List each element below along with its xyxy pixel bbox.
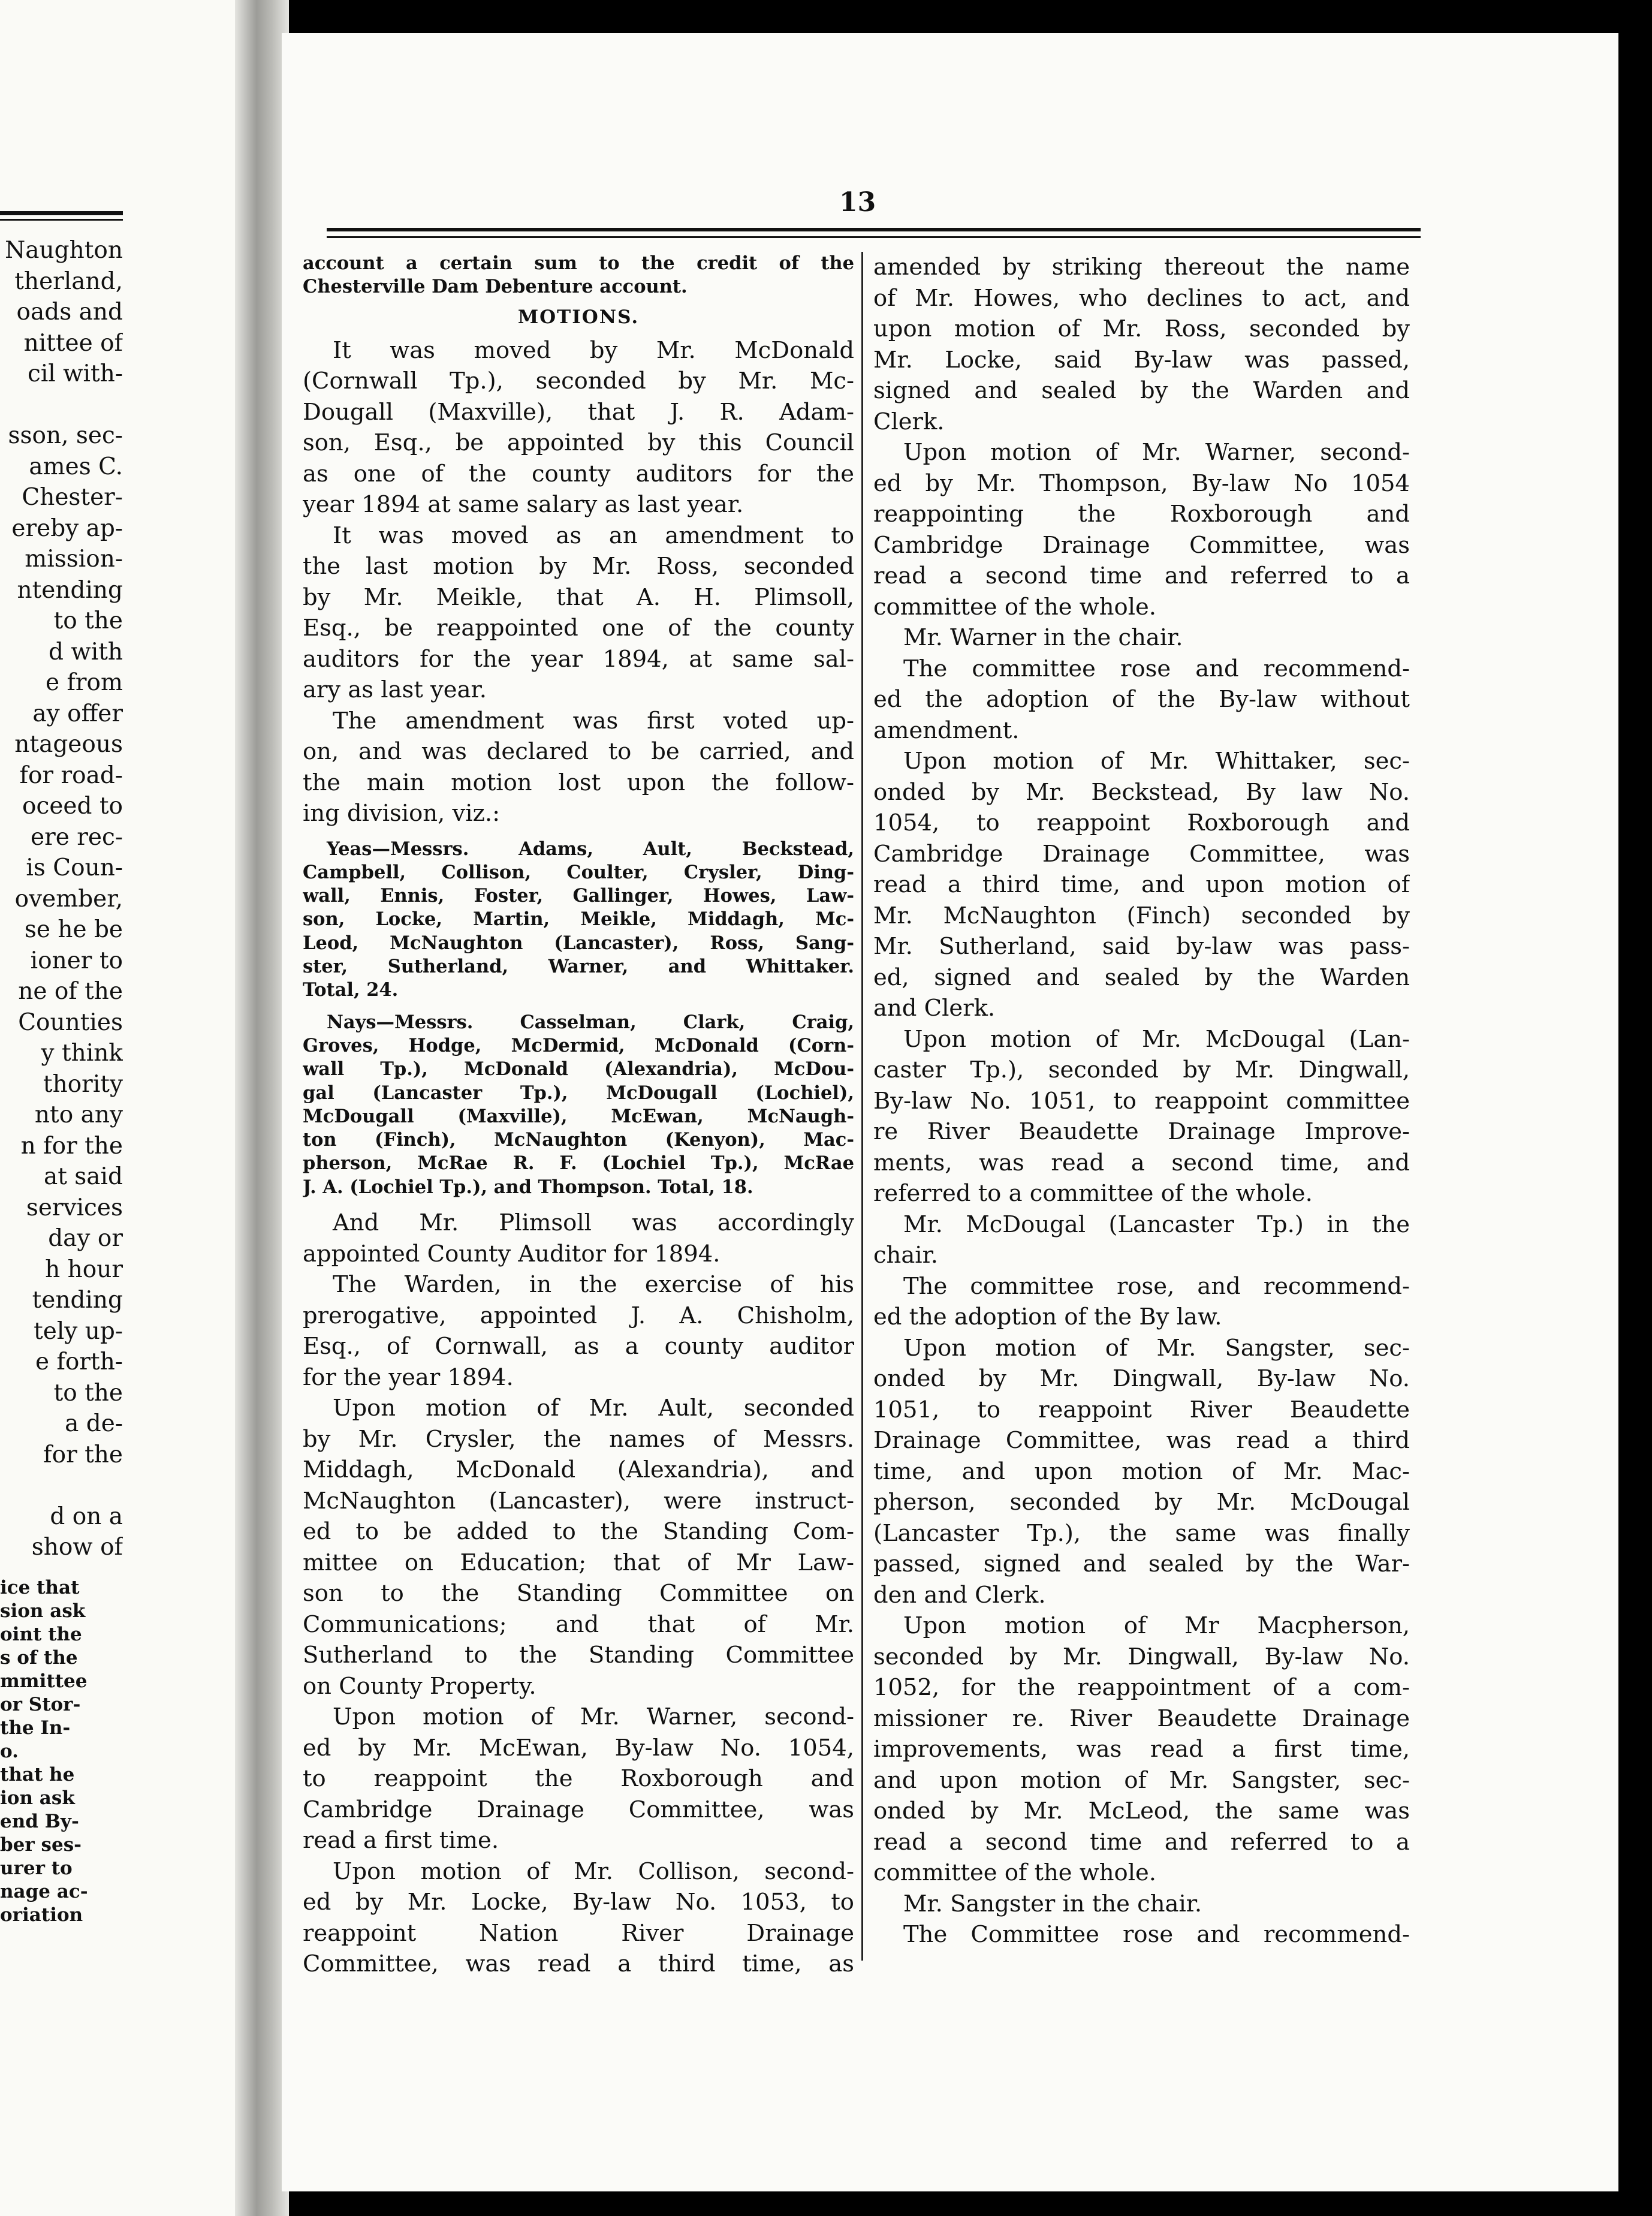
text-line: Upon motion of Mr. Sangster, sec- (903, 1334, 1410, 1362)
fragment-line: show of (31, 1534, 123, 1561)
text-line: den and Clerk. (873, 1581, 1046, 1609)
text-line: mittee on Education; that of Mr Law- (303, 1549, 854, 1576)
text-line: The amendment was first voted up- (333, 707, 854, 734)
fragment-line (0, 390, 123, 421)
fragment-line: n for the (20, 1132, 123, 1160)
text-line: son, Locke, Martin, Meikle, Middagh, Mc- (303, 908, 854, 931)
text-line: Cambridge Drainage Committee, was (873, 531, 1410, 559)
paragraph (873, 654, 1410, 746)
text-line: on, and was declared to be carried, and (303, 738, 854, 766)
text-line: Mr. McNaughton (Finch) seconded by (873, 902, 1410, 929)
text-line: Upon motion of Mr. Whittaker, sec- (903, 748, 1410, 775)
text-line: onded by Mr. Beckstead, By law No. (873, 778, 1410, 806)
page-number: 13 (839, 187, 876, 218)
text-line: by Mr. Meikle, that A. H. Plimsoll, (303, 583, 854, 611)
intro-text (303, 252, 854, 299)
fragment-small-line: oriation (0, 1904, 83, 1926)
fragment-small-line: that he (0, 1763, 75, 1786)
paragraph (303, 1208, 854, 1269)
text-line: Upon motion of Mr. Ault, seconded (333, 1395, 854, 1422)
fragment-line: ere rec- (31, 823, 123, 851)
left-column-fragment (0, 235, 123, 1927)
paragraph (303, 1393, 854, 1702)
fragment-line: e forth- (35, 1348, 123, 1375)
text-line: Upon motion of Mr. Warner, second- (333, 1703, 854, 1731)
text-line: The Committee rose and recommend- (903, 1921, 1410, 1948)
text-line: the main motion lost upon the follow- (303, 769, 854, 796)
text-line: ed the adoption of the By-law without (873, 686, 1410, 713)
text-line: Drainage Committee, was read a third (873, 1427, 1410, 1454)
paragraph (303, 520, 854, 706)
fragment-line: cil with- (27, 360, 123, 387)
text-line: ton (Finch), McNaughton (Kenyon), Mac- (303, 1129, 854, 1151)
fragment-line: tely up- (34, 1317, 123, 1345)
text-line: reappoint Nation River Drainage (303, 1919, 854, 1947)
fragment-small-line: sion ask (0, 1600, 86, 1622)
text-line: gal (Lancaster Tp.), McDougall (Lochiel), (303, 1082, 854, 1104)
paragraph (303, 335, 854, 520)
paragraph (873, 1919, 1410, 1950)
fragment-line: to the (53, 1379, 123, 1407)
paragraph (873, 1271, 1410, 1333)
fragment-small-line: ion ask (0, 1787, 75, 1809)
text-line: It was moved by Mr. McDonald (333, 336, 854, 364)
paragraph (873, 437, 1410, 622)
column-left (303, 252, 854, 1980)
fragment-line: to the (53, 607, 123, 634)
text-line: son, Esq., be appointed by this Council (303, 429, 854, 457)
text-line: Upon motion of Mr. McDougal (Lan- (903, 1025, 1410, 1053)
text-line: ing division, viz.: (303, 800, 501, 827)
fragment-line: mission- (25, 546, 123, 573)
text-line: Mr. Warner in the chair. (903, 624, 1183, 651)
text-line: Leod, McNaughton (Lancaster), Ross, Sang- (303, 932, 854, 954)
fragment-line: ntending (17, 576, 123, 604)
paragraph (303, 1856, 854, 1980)
text-line: Campbell, Collison, Coulter, Crysler, Ding- (303, 861, 854, 883)
text-line: 1054, to reappoint Roxborough and (873, 809, 1410, 836)
fragment-line: for road- (19, 761, 123, 789)
text-line: prerogative, appointed J. A. Chisholm, (303, 1302, 854, 1329)
text-line: caster Tp.), seconded by Mr. Dingwall, (873, 1056, 1410, 1083)
text-line: By-law No. 1051, to reappoint committee (873, 1087, 1410, 1115)
fragment-line: ioner to (30, 947, 123, 974)
text-line: read a second time and referred to a (873, 562, 1410, 589)
text-line: 1051, to reappoint River Beaudette (873, 1396, 1410, 1423)
text-line: Dougall (Maxville), that J. R. Adam- (303, 398, 854, 426)
text-line: The committee rose, and recommend- (903, 1272, 1410, 1300)
text-line: Yeas—Messrs. Adams, Ault, Beckstead, (327, 838, 854, 860)
paragraph (873, 1889, 1410, 1920)
text-line: auditors for the year 1894, at same sal- (303, 645, 854, 673)
book-spine (235, 0, 289, 2216)
text-line: ments, was read a second time, and (873, 1149, 1410, 1176)
text-line: Committee, was read a third time, as (303, 1950, 854, 1978)
text-line: by Mr. Crysler, the names of Messrs. (303, 1425, 854, 1453)
fragment-line: ay offer (32, 700, 123, 727)
text-line: And Mr. Plimsoll was accordingly (333, 1209, 854, 1237)
fragment-line: services (26, 1194, 123, 1221)
text-line: as one of the county auditors for the (303, 460, 854, 487)
column-separator (861, 252, 863, 1961)
text-line: Upon motion of Mr. Collison, second- (333, 1857, 854, 1885)
text-line: and upon motion of Mr. Sangster, sec- (873, 1766, 1410, 1794)
text-line: chair. (873, 1242, 939, 1269)
fragment-line (0, 1470, 123, 1501)
fragment-small-line: nage ac- (0, 1880, 88, 1902)
text-line: year 1894 at same salary as last year. (303, 491, 744, 519)
text-line: ed by Mr. Locke, By-law No. 1053, to (303, 1889, 854, 1916)
text-line: committee of the whole. (873, 593, 1157, 621)
text-line: amendment. (873, 716, 1020, 744)
fragment-line: Chester- (22, 484, 123, 511)
text-line: Mr. Sutherland, said by-law was pass- (873, 933, 1410, 960)
text-line: son to the Standing Committee on (303, 1580, 854, 1607)
text-line: Esq., of Cornwall, as a county auditor (303, 1333, 854, 1360)
paragraph (873, 252, 1410, 437)
fragment-small-line: mmittee (0, 1670, 88, 1692)
text-line: (Cornwall Tp.), seconded by Mr. Mc- (303, 368, 854, 395)
text-line: Mr. McDougal (Lancaster Tp.) in the (903, 1211, 1410, 1238)
text-line: Mr. Sangster in the chair. (903, 1890, 1202, 1917)
text-line: amended by striking thereout the name (873, 254, 1410, 281)
text-line: time, and upon motion of Mr. Mac- (873, 1458, 1410, 1485)
fragment-line: nto any (34, 1101, 123, 1128)
text-line: Total, 24. (303, 979, 399, 1001)
text-line: Upon motion of Mr Macpherson, (903, 1612, 1410, 1639)
text-line: reappointing the Roxborough and (873, 501, 1410, 528)
text-line: the last motion by Mr. Ross, seconded (303, 553, 854, 580)
fragment-line: Naughton (5, 237, 123, 264)
text-line: passed, signed and sealed by the War- (873, 1550, 1410, 1577)
text-line: read a second time and referred to a (873, 1828, 1410, 1856)
fragment-small-line: urer to (0, 1857, 73, 1879)
text-line: to reappoint the Roxborough and (303, 1765, 854, 1793)
text-line: and Clerk. (873, 995, 996, 1022)
text-line: ary as last year. (303, 676, 487, 704)
text-line: Upon motion of Mr. Warner, second- (903, 439, 1410, 466)
text-line: Cambridge Drainage Committee, was (303, 1796, 854, 1823)
header-rule (327, 228, 1421, 231)
fragment-line: day or (48, 1225, 123, 1252)
fragment-line: ntageous (14, 731, 123, 758)
paragraph (303, 706, 854, 829)
text-line: account a certain sum to the credit of the (303, 252, 854, 274)
fragment-line: sson, sec- (8, 422, 123, 449)
fragment-small-line: ber ses- (0, 1833, 82, 1856)
text-line: It was moved as an amendment to (333, 522, 854, 549)
fragment-line: d on a (50, 1503, 123, 1530)
paragraph (303, 1269, 854, 1393)
fragment-line: ovember, (14, 885, 123, 913)
column-right (873, 252, 1410, 1950)
fragment-line: ereby ap- (11, 514, 123, 542)
paragraph (873, 1610, 1410, 1889)
fragment-line: ames C. (29, 453, 123, 480)
fragment-line: oceed to (22, 793, 123, 820)
fragment-line: Counties (18, 1008, 123, 1036)
fragment-line: a de- (65, 1410, 123, 1437)
text-line: seconded by Mr. Dingwall, By-law No. (873, 1643, 1410, 1670)
text-line: referred to a committee of the whole. (873, 1180, 1313, 1207)
text-line: wall Tp.), McDonald (Alexandria), McDou- (303, 1058, 854, 1080)
fragment-line: h hour (45, 1255, 123, 1283)
text-line: Middagh, McDonald (Alexandria), and (303, 1456, 854, 1484)
fragment-small-line: ice that (0, 1576, 80, 1598)
text-line: McNaughton (Lancaster), were instruct- (303, 1487, 854, 1515)
yeas-list (303, 838, 854, 1002)
text-line: ed by Mr. Thompson, By-law No 1054 (873, 469, 1410, 497)
fragment-line: thority (43, 1070, 123, 1098)
text-line: read a third time, and upon motion of (873, 871, 1410, 898)
text-line: ed by Mr. McEwan, By-law No. 1054, (303, 1734, 854, 1762)
left-header-rule (0, 211, 123, 215)
fragment-line: d with (48, 638, 123, 666)
paragraph (873, 1333, 1410, 1611)
text-line: McDougall (Maxville), McEwan, McNaugh- (303, 1105, 854, 1127)
text-line: on County Property. (303, 1672, 536, 1700)
text-line: The Warden, in the exercise of his (333, 1271, 854, 1299)
header-rule-thin (327, 236, 1421, 238)
paragraph (873, 1209, 1410, 1271)
text-line: ed the adoption of the By law. (873, 1303, 1222, 1330)
text-line: J. A. (Lochiel Tp.), and Thompson. Total, 18. (303, 1176, 753, 1198)
fragment-small-line: oint the (0, 1623, 82, 1645)
fragment-line: e from (45, 669, 123, 696)
text-line: Cambridge Drainage Committee, was (873, 840, 1410, 868)
fragment-line: tending (32, 1287, 123, 1314)
text-line: pherson, seconded by Mr. McDougal (873, 1489, 1410, 1516)
text-line: pherson, McRae R. F. (Lochiel Tp.), McRae (303, 1152, 854, 1175)
fragment-line: se he be (24, 916, 123, 943)
text-line: read a first time. (303, 1827, 499, 1854)
fragment-line: y think (41, 1040, 123, 1067)
text-line: committee of the whole. (873, 1859, 1157, 1886)
text-line: signed and sealed by the Warden and (873, 377, 1410, 404)
text-line: Clerk. (873, 408, 945, 435)
text-line: of Mr. Howes, who declines to act, and (873, 284, 1410, 312)
text-line: missioner re. River Beaudette Drainage (873, 1705, 1410, 1732)
text-line: re River Beaudette Drainage Improve- (873, 1118, 1410, 1145)
text-line: onded by Mr. Dingwall, By-law No. (873, 1365, 1410, 1392)
paragraph (873, 746, 1410, 1024)
nays-list (303, 1011, 854, 1199)
fragment-line: nittee of (23, 329, 123, 357)
text-line: ed, signed and sealed by the Warden (873, 964, 1410, 991)
text-line: Mr. Locke, said By-law was passed, (873, 346, 1410, 374)
section-heading-motions: MOTIONS. (517, 306, 640, 328)
fragment-small-line: the In- (0, 1717, 71, 1739)
text-line: onded by Mr. McLeod, the same was (873, 1798, 1410, 1824)
text-line: appointed County Auditor for 1894. (303, 1240, 721, 1267)
paragraph (873, 1024, 1410, 1209)
text-line: 1052, for the reappointment of a com- (873, 1674, 1410, 1701)
text-line: Esq., be reappointed one of the county (303, 615, 854, 642)
fragment-line: for the (43, 1441, 123, 1468)
fragment-line: therland, (14, 267, 123, 295)
text-line: ster, Sutherland, Warner, and Whittaker. (303, 956, 854, 978)
text-line: Communications; and that of Mr. (303, 1610, 854, 1638)
text-line: (Lancaster Tp.), the same was finally (873, 1519, 1410, 1547)
fragment-line: ne of the (18, 978, 123, 1005)
fragment-line: at said (43, 1163, 123, 1190)
text-line: upon motion of Mr. Ross, seconded by (873, 315, 1410, 342)
text-line: improvements, was read a first time, (873, 1736, 1410, 1763)
fragment-line: oads and (16, 299, 123, 326)
left-header-rule-thin (0, 219, 123, 221)
fragment-small-line: end By- (0, 1810, 79, 1832)
fragment-small-line: or Stor- (0, 1693, 81, 1715)
fragment-small-line: o. (0, 1740, 19, 1762)
text-line: wall, Ennis, Foster, Gallinger, Howes, Law- (303, 885, 854, 907)
text-line: The committee rose and recommend- (903, 655, 1410, 682)
text-line: Groves, Hodge, McDermid, McDonald (Corn- (303, 1034, 854, 1056)
text-line: Chesterville Dam Debenture account. (303, 276, 688, 298)
text-line: for the year 1894. (303, 1363, 514, 1391)
paragraph (303, 1702, 854, 1856)
text-line: Nays—Messrs. Casselman, Clark, Craig, (327, 1011, 854, 1033)
text-line: Sutherland to the Standing Committee (303, 1642, 854, 1669)
paragraph (873, 622, 1410, 654)
text-line: ed to be added to the Standing Com- (303, 1518, 854, 1546)
fragment-small-line: s of the (0, 1646, 78, 1669)
fragment-line: is Coun- (26, 854, 123, 881)
left-page-fragment (0, 0, 258, 2216)
